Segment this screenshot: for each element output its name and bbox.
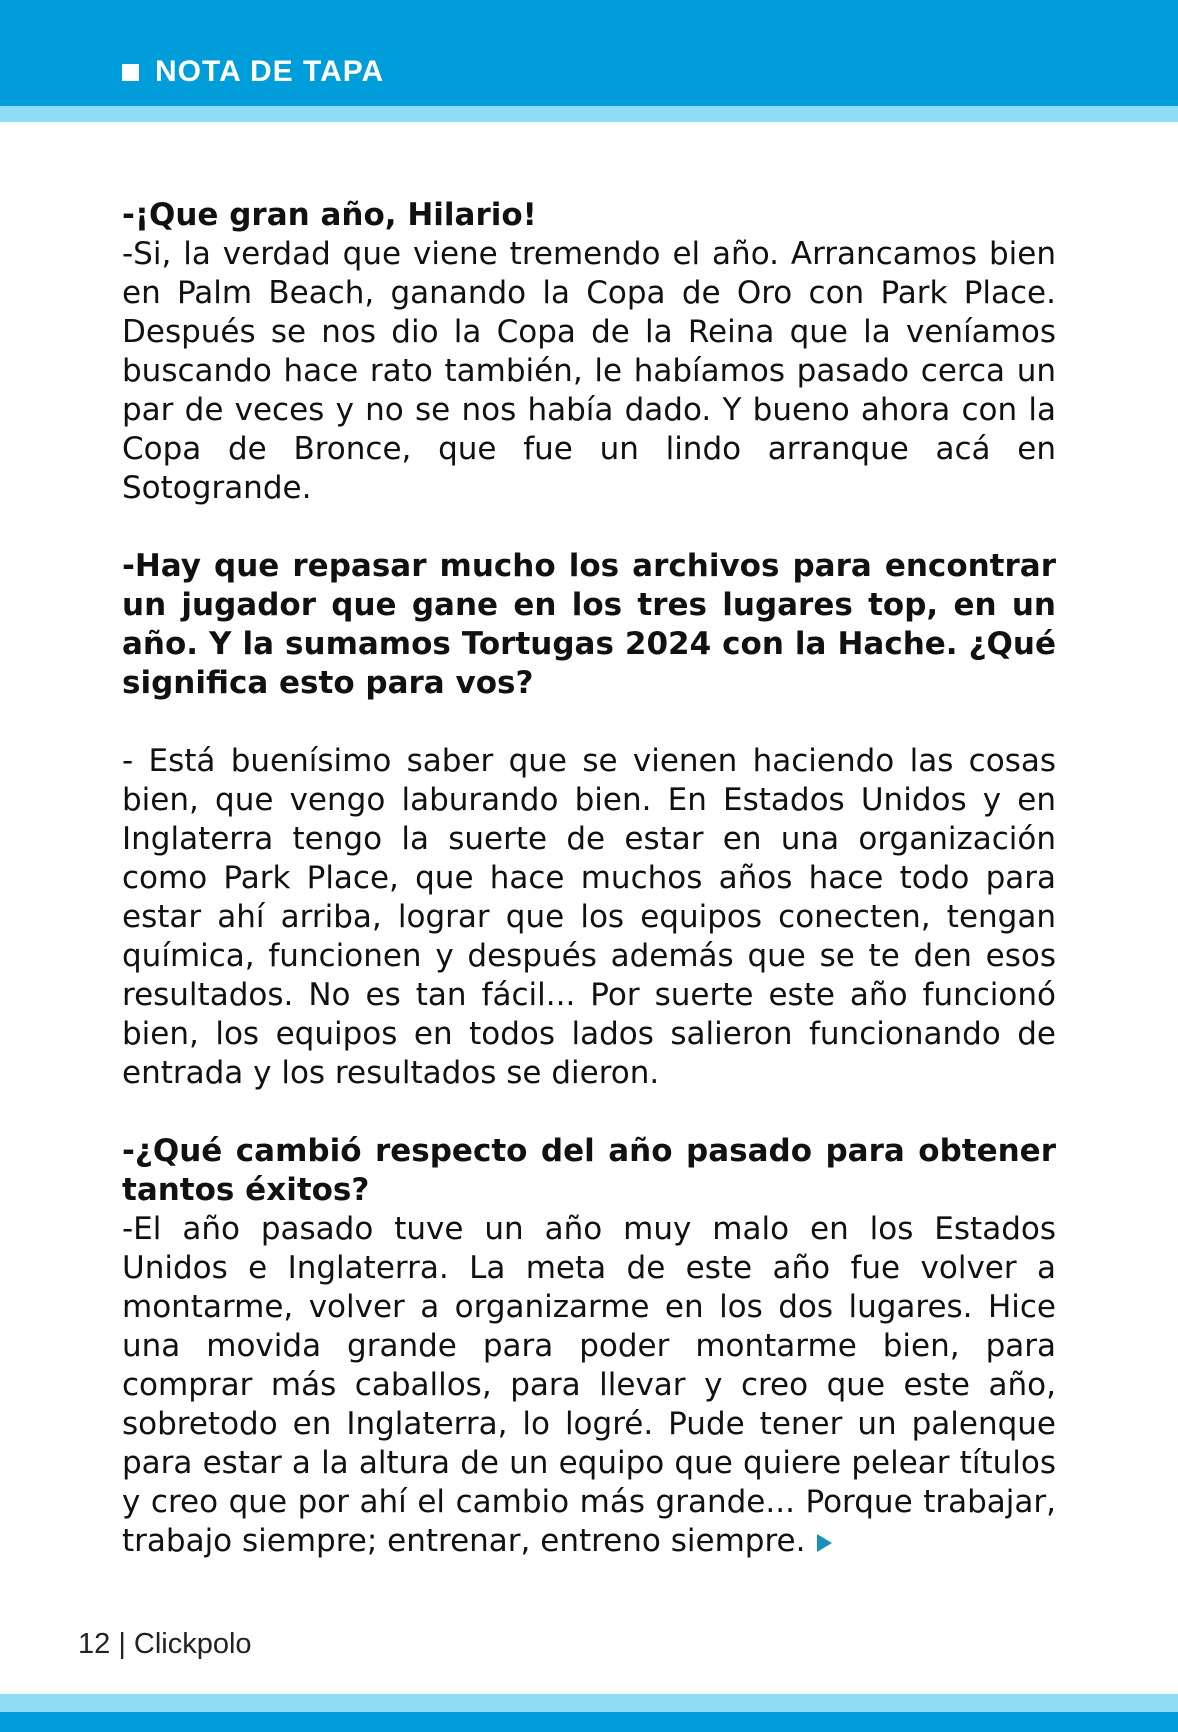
footer-bar: [0, 1712, 1178, 1732]
footer-stripe: [0, 1694, 1178, 1712]
play-arrow-icon: [817, 1534, 832, 1552]
page-number-label: 12 | Clickpolo: [78, 1628, 252, 1660]
article-body: [122, 196, 1056, 1561]
answer-3: -El año pasado tuve un año muy malo en los Estados Unidos e Inglaterra. La meta de este año fue volver a montarme, volver a organizarme en los dos lugares. Hice una movida grande para poder montarme bien, para comprar más caballos, para llevar y creo que este año, sobretodo en Inglaterra, lo logré. Pude tener un palenque para estar a la altura de un equipo que quiere pelear títulos y creo que por ahí el cambio más grande... Porque trabajar, trabajo siempre; entrenar, entreno siempre.: [122, 1211, 1056, 1559]
question-1: -¡Que gran año, Hilario!: [122, 197, 537, 233]
answer-1: -Si, la verdad que viene tremendo el año. Arrancamos bien en Palm Beach, ganando la Copa de Oro con Park Place. Después se nos dio la Copa de la Reina que la veníamos buscando hace rato también, le habíamos pasado cerca un par de veces y no se nos había dado. Y bueno ahora con la Copa de Bronce, que fue un lindo arranque acá en Sotogrande.: [122, 236, 1056, 506]
question-3: -¿Qué cambió respecto del año pasado para obtener tantos éxitos?: [122, 1133, 1056, 1208]
question-2: -Hay que repasar mucho los archivos para encontrar un jugador que gane en los tres lugares top, en un año. Y la sumamos Tortugas 2024 con la Hache. ¿Qué significa esto para vos?: [122, 548, 1056, 701]
section-label-text: NOTA DE TAPA: [155, 55, 385, 88]
square-icon: [122, 64, 139, 81]
header-stripe: [0, 106, 1178, 122]
answer-2: - Está buenísimo saber que se vienen haciendo las cosas bien, que vengo laburando bien. En Estados Unidos y en Inglaterra tengo la suerte de estar en una organización como Park Place, que hace muchos años hace todo para estar ahí arriba, lograr que los equipos conecten, tengan química, funcionen y después además que se te den esos resultados. No es tan fácil... Por suerte este año funcionó bien, los equipos en todos lados salieron funcionando de entrada y los resultados se dieron.: [122, 743, 1056, 1091]
section-label: [122, 52, 384, 92]
answer-3-paragraph: [122, 1210, 1056, 1561]
